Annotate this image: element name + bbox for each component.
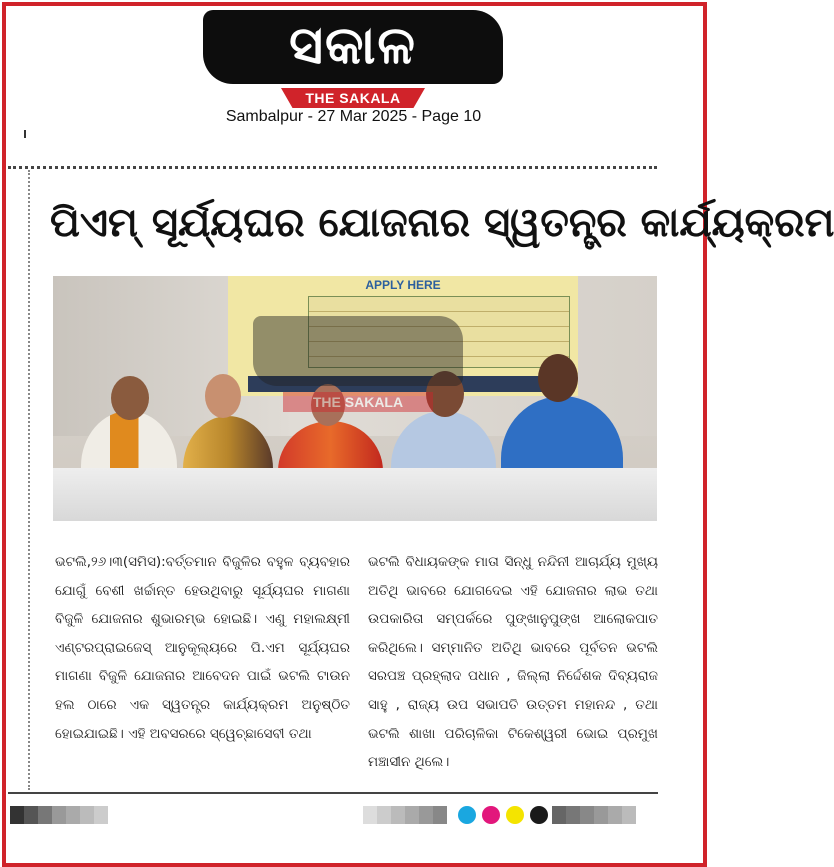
article-text-right: ଭଟଲି ବିଧାୟକଙ୍କ ମାତା ସିନ୍ଧୁ ନନ୍ଦିନୀ ଆଚାର୍ଯ୍ୟ ମୁଖ୍ୟ ଅତିଥି ଭାବରେ ଯୋଗଦେଇ ଏହି ଯୋଜନାର ଲାଭ ତଥା ଉପକାରିତା ସମ୍ପର୍କରେ ପୁଙ୍ଖାନୁପୁଙ୍ଖ ଆଲୋକପାତ କରିଥିଲେ। ସମ୍ମାନିତ ଅତିଥି ଭାବରେ ପୂର୍ବତନ ଭଟଲି ସରପଞ୍ଚ ପ୍ରହ୍ଲାଦ ପଧାନ , ଜିଲ୍ଲା ନିର୍ଦ୍ଦେଶକ ଦିବ୍ୟରାଜ ସାହୁ , ରାଜ୍ୟ ଉପ ସଭାପତି ଉତ୍ତମ ମହାନନ୍ଦ , ତଥା ଭଟଲି ଶାଖା ପରିଚାଳିକା ଟିକେଶ୍ୱରୀ ଭୋଇ ପ୍ରମୁଖ ମଞ୍ଚାସୀନ ଥିଲେ। bbox=[368, 554, 658, 771]
gray-swatch bbox=[405, 806, 419, 824]
dateline: Sambalpur - 27 Mar 2025 - Page 10 bbox=[225, 108, 482, 125]
person-5-head bbox=[538, 354, 578, 402]
article-column-left bbox=[55, 548, 350, 748]
cyan-registration-dot bbox=[458, 806, 476, 824]
grayscale-bar-right bbox=[552, 806, 636, 824]
article-column-right bbox=[368, 548, 658, 777]
sakala-logo bbox=[203, 10, 503, 84]
article-photo bbox=[53, 276, 657, 521]
logo-subtitle: THE SAKALA bbox=[305, 90, 401, 106]
dotted-rule-vertical bbox=[28, 170, 30, 790]
person-1-head bbox=[111, 376, 149, 420]
gray-swatch bbox=[10, 806, 24, 824]
yellow-registration-dot bbox=[506, 806, 524, 824]
article-text-left: ଭଟଲି,୨୬।୩(ସମିସ):ବର୍ତ୍ତମାନ ବିଜୁଳିର ବହୁଳ ବ୍ୟବହାର ଯୋଗୁଁ ବେଶୀ ଖର୍ଚ୍ଚାନ୍ତ ହେଉଥିବାରୁ ସୂର୍ଯ୍ୟଘର ମାଗଣା ବିଜୁଳି ଯୋଜନାର ଶୁଭାରମ୍ଭ ହୋଇଛି। ଏଣୁ ମହାଲକ୍ଷ୍ମୀ ଏଣ୍ଟରପ୍ରାଇଜେସ୍ ଆନୁକୂଲ୍ୟରେ ପି.ଏମ ସୂର୍ଯ୍ୟଘର ମାଗଣା ବିଜୁଳି ଯୋଜନାର ଆବେଦନ ପାଇଁ ଭଟଲି ଟାଉନ ହଲ ଠାରେ ଏକ ସ୍ୱତନ୍ତ୍ର କାର୍ଯ୍ୟକ୍ରମ ଅନୁଷ୍ଠିତ ହୋଇଯାଇଛି। ଏହି ଅବସରରେ ସ୍ୱେଚ୍ଛାସେବୀ ତଥା bbox=[55, 554, 350, 742]
gray-swatch bbox=[377, 806, 391, 824]
gray-swatch bbox=[94, 806, 108, 824]
gray-swatch bbox=[38, 806, 52, 824]
gray-swatch bbox=[433, 806, 447, 824]
gray-swatch bbox=[566, 806, 580, 824]
footer-rule bbox=[8, 792, 658, 794]
stage-table bbox=[53, 468, 657, 521]
gray-swatch bbox=[552, 806, 566, 824]
gray-swatch bbox=[52, 806, 66, 824]
gray-swatch bbox=[80, 806, 94, 824]
gray-swatch bbox=[608, 806, 622, 824]
watermark-logo bbox=[253, 316, 463, 386]
logo-text: ସକାଳ bbox=[289, 16, 417, 76]
banner-row bbox=[309, 297, 569, 312]
magenta-registration-dot bbox=[482, 806, 500, 824]
registration-dots bbox=[458, 806, 548, 824]
masthead bbox=[0, 6, 707, 126]
grayscale-bar-left bbox=[10, 806, 108, 824]
banner-title: APPLY HERE bbox=[365, 278, 441, 292]
gray-swatch bbox=[391, 806, 405, 824]
black-registration-dot bbox=[530, 806, 548, 824]
watermark-text: THE SAKALA bbox=[312, 394, 404, 410]
gray-swatch bbox=[594, 806, 608, 824]
gray-swatch bbox=[363, 806, 377, 824]
gray-swatch bbox=[419, 806, 433, 824]
gray-swatch bbox=[24, 806, 38, 824]
article-headline: ପିଏମ୍ ସୂର୍ଯ୍ୟଘର ଯୋଜନାର ସ୍ୱତନ୍ତ୍ର କାର୍ଯ୍ୟକ୍ରମ bbox=[50, 200, 834, 246]
dotted-rule-horizontal bbox=[8, 166, 657, 169]
gray-swatch bbox=[622, 806, 636, 824]
crop-mark bbox=[24, 130, 26, 138]
gray-swatch bbox=[66, 806, 80, 824]
gray-swatch bbox=[580, 806, 594, 824]
grayscale-bar-mid bbox=[363, 806, 447, 824]
sakala-watermark bbox=[203, 316, 513, 416]
